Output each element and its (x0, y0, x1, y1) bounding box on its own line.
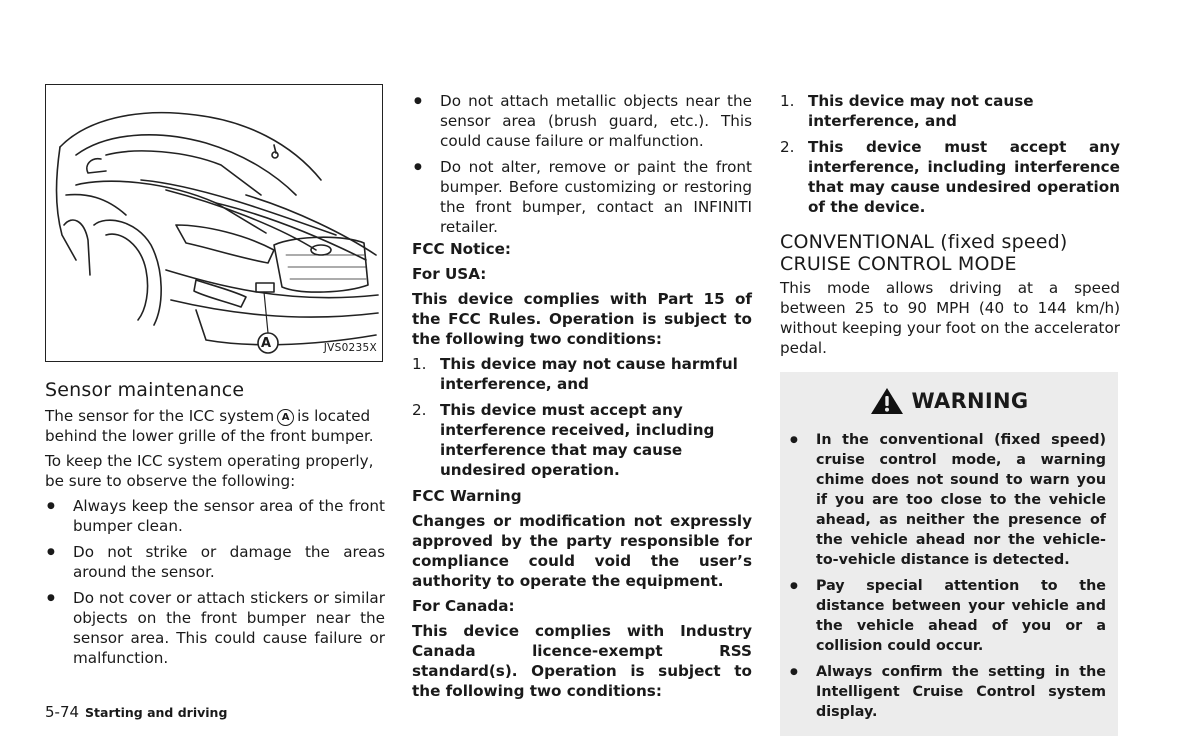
middle-column (412, 91, 752, 706)
list-item: 1. This device may not cause interference, and (780, 92, 1034, 130)
list-item: 1. This device may not cause harmful interference, and (412, 355, 738, 393)
canada-conditions-list (780, 91, 1120, 217)
car-figure (45, 84, 383, 362)
page-number: 5-74 (45, 703, 80, 721)
fcc-warning-text: Changes or modification not expressly approved by the party responsible for compliance could void the user’s authority to operate the equipment. (412, 512, 752, 590)
page-footer (45, 703, 227, 721)
fcc-notice-label: FCC Notice: (412, 240, 511, 258)
list-item: ● Pay special attention to the distance between your vehicle and the vehicle ahead of you or a collision could occur. (788, 576, 1106, 656)
for-usa-label: For USA: (412, 265, 487, 283)
usa-conditions-list (412, 354, 752, 480)
list-item: ● Do not cover or attach stickers or similar objects on the front bumper near the sensor area. This could cause failure or malfunction. (45, 588, 385, 668)
list-item: ● In the conventional (fixed speed) cruise control mode, a warning chime does not sound to warn you if you are too close to the vehicle ahead, as neither the presence of the vehicle ahead nor the vehicle-to-vehicle distance is detected. (788, 430, 1106, 570)
fcc-warning-label: FCC Warning (412, 487, 522, 505)
list-item: ● Always keep the sensor area of the front bumper clean. (45, 496, 385, 536)
canada-compliance-text: This device complies with Industry Canada licence-exempt RSS standard(s). Operation is subject to the following two conditions: (412, 622, 752, 700)
warning-title: WARNING (911, 389, 1029, 413)
figure-callout-a: A (261, 336, 272, 351)
warning-bullet-list (780, 430, 1118, 722)
sensor-location-text: The sensor for the ICC system A is located behind the lower grille of the front bumper. (45, 407, 374, 445)
list-item: ● Always confirm the setting in the Intelligent Cruise Control system display. (788, 662, 1106, 722)
conventional-text: This mode allows driving at a speed between 25 to 90 MPH (40 to 144 km/h) without keeping your foot on the accelerator pedal. (780, 279, 1120, 357)
section-title: Starting and driving (85, 705, 228, 720)
warning-triangle-icon (870, 387, 904, 415)
list-item: 2. This device must accept any interference received, including interference that may cause undesired operation. (412, 401, 715, 479)
conventional-heading: CONVENTIONAL (fixed speed) CRUISE CONTROL MODE (780, 231, 1068, 275)
for-canada-label: For Canada: (412, 597, 515, 615)
list-item: ● Do not strike or damage the areas around the sensor. (45, 542, 385, 582)
keep-operating-text: To keep the ICC system operating properly, be sure to observe the following: (45, 452, 374, 490)
usa-compliance-text: This device complies with Part 15 of the FCC Rules. Operation is subject to the following two conditions: (412, 290, 752, 348)
sensor-bullet-list-continued (412, 91, 752, 237)
list-item: ● Do not alter, remove or paint the front bumper. Before customizing or restoring the front bumper, contact an INFINITI retailer. (412, 157, 752, 237)
figure-code: JVS0235X (323, 342, 377, 354)
sensor-bullet-list (45, 496, 385, 668)
car-front-illustration (46, 85, 382, 361)
warning-box (780, 372, 1118, 736)
right-column (780, 91, 1120, 736)
list-item: 2. This device must accept any interference, including interference that may cause undesired operation of the device. (780, 138, 1120, 216)
list-item: ● Do not attach metallic objects near the sensor area (brush guard, etc.). This could cause failure or malfunction. (412, 91, 752, 151)
callout-a-marker: A (277, 409, 294, 426)
left-column (45, 84, 385, 674)
warning-header (780, 372, 1118, 430)
sensor-maintenance-heading: Sensor maintenance (45, 379, 245, 401)
